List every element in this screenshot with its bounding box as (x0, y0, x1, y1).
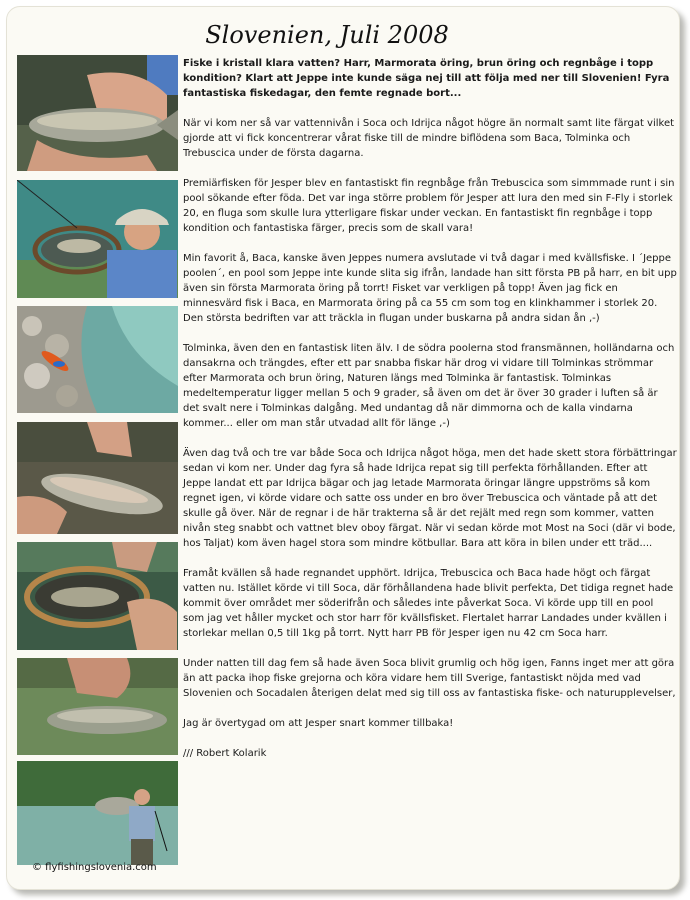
photo-trout-in-hand (17, 55, 178, 171)
paragraph-closing: Jag är övertygad om att Jesper snart kommer tillbaka! (183, 718, 454, 729)
page-title: Slovenien, Juli 2008 (205, 21, 449, 49)
article-card (6, 6, 680, 890)
photo-rainbow-in-hand (17, 422, 178, 534)
photo-river-kayak (17, 306, 178, 413)
article-text (183, 56, 677, 776)
photo-grayling-in-water (17, 658, 178, 755)
paragraph-day-five: Under natten till dag fem så hade även Soca blivit grumlig och hög igen, Fanns inget mer att göra än att packa ihop fiske grejorna och köra vidare hem till Sverige, fantastiskt nöjda med vad Slovenien och Socadalen återigen delat med sig till oss av fantastiska fiske- och naturupplevelser, (183, 658, 676, 699)
paragraph-arrival: När vi kom ner så var vattennivån i Soca och Idrijca något högre än normalt samt lite färgat vilket gjorde att vi fick koncentrerar vårat fiske till de mindre biflödena som Baca, Tolminka och Trebuscica under de första dagarna. (183, 118, 675, 159)
paragraph-tolminka: Tolminka, även den en fantastisk liten älv. I de södra poolerna stod fransmännen, holländarna och dansakrna och trängdes, efter ett par snabba fiskar här drog vi vidare till Tolminkas strömmar efter Marmorata och brun öring, Naturen längs med Tolminka är fantastisk. Tolminkas medeltemperatur ligger mellan 5 och 9 grader, så även om det är över 30 grader i luften så är det svalt nere i Tolminkas dalgång. Med undantag då när dimmorna och de kalla vindarna kommer... eller om man står utvadad allt för länge ,-) (183, 343, 675, 429)
intro-paragraph: Fiske i kristall klara vatten? Harr, Marmorata öring, brun öring och regnbåge i topp kondition? Klart att Jeppe inte kunde säga nej till att följa med ner till Slovenien! Fyra fantastiska fiskedagar, den femte regnade bort... (183, 58, 670, 99)
paragraph-premiere-fish: Premiärfisken för Jesper blev en fantastiskt fin regnbåge från Trebuscica som simmmade runt i sin pool sökande efter föda. Det var inga större problem för Jesper att lura den med sin F-Fly i storlek 20, en fluga som skulle lura ytterligare fiskar under veckan. En fantastiskt fin regnbåge i topp kondition och fantastiska färger, precis som de skall vara! (183, 178, 675, 234)
author-signature: /// Robert Kolarik (183, 748, 267, 759)
paragraph-baca: Min favorit å, Baca, kanske även Jeppes numera avslutade vi två dagar i med kvällsfiske. I ´Jeppe poolen´, en pool som Jeppe inte kunde slita sig ifrån, landade han sitt första PB på harr, en bit upp även sin första Marmorata öring på torrt! Fisket var verkligen på topp! Även jag fick en minnesvärd fisk i Baca, en Marmorata öring på ca 55 cm som tog en klinkhammer i storlek 20. Den största bedriften var att träckla in flugan under buskarna på andra sidan ån ,-) (183, 253, 677, 324)
photo-fish-in-net (17, 542, 178, 650)
photo-angler-with-net (17, 180, 178, 298)
photo-angler-in-river (17, 761, 178, 865)
copyright-text: © flyfishingslovenia.com (32, 862, 157, 873)
paragraph-rain: Även dag två och tre var både Soca och Idrijca något höga, men det hade skett stora förbättringar sedan vi kom ner. Under dag fyra så hade Idrijca repat sig till perfekta förhållanden. Efter att Jeppe landat ett par Idrijca bägar och jag letade Marmorata öringar längre uppströms så kom regnet igen, vi körde vidare och satte oss under en bro över Trebuscica och väntade på att det skulle gå över. När de regnar i de här trakterna så är det rejält med regn som kommer, vatten nivån steg snabbt och vattnet blev oboy färgat. När vi sedan körde mot Most na Soci (där vi bode, hos Taljat) kom även hagel stora som mindre kötbullar. Bara att köra in bilen under ett träd.... (183, 448, 677, 549)
paragraph-evening: Framåt kvällen så hade regnandet upphört. Idrijca, Trebuscica och Baca hade högt och färgat vatten nu. Istället körde vi till Soca, där förhållandena hade blivit perfekta, Det tidiga regnet hade kommit över området mer söderifrån och således inte påverkat Soca. Vi körde upp till en pool som jag vet håller mycket och stor harr för kvällsfisket. Flertalet harrar Landades under kvällen i storlekar mellan 0,5 till 1kg på torrt. Nytt harr PB för Jesper igen nu 42 cm Soca harr. (183, 568, 674, 639)
